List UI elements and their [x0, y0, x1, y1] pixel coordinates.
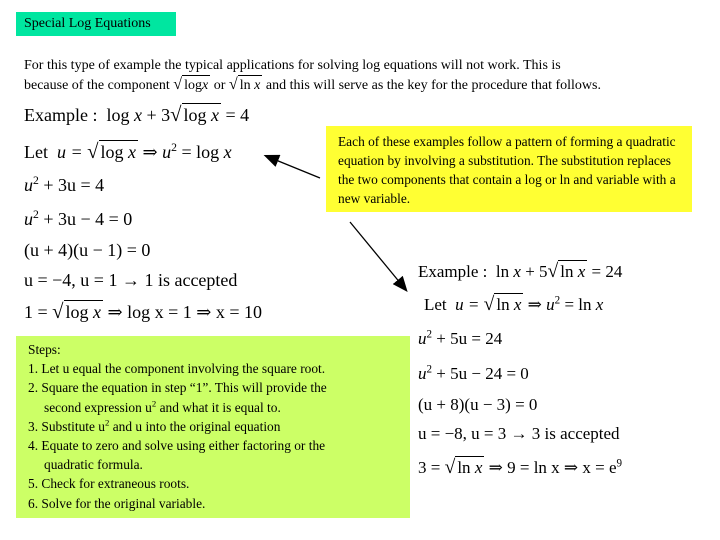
- step-4: 4. Equate to zero and solve using either factoring or the: [28, 438, 326, 454]
- step-2: 2. Square the equation in step “1”. This will provide the: [28, 380, 327, 396]
- right-example: Example : ln x + 5√ ln x = 24: [418, 261, 623, 282]
- right-step-2: $u^2 + 5u - 24 = 0$: [418, 363, 529, 383]
- step-6: 6. Solve for the original variable.: [28, 495, 206, 511]
- right-step-1: $u^2 + 5u = 24$: [418, 328, 503, 348]
- left-step-3: (u + 4)(u − 1) = 0: [24, 240, 151, 260]
- right-step-4: u = −8, u = 3 → 3 is accepted: [418, 424, 620, 443]
- left-step-2: $u^2 + 3u - 4 = 0$: [24, 208, 133, 229]
- sqrt-log-component: √ logx: [173, 76, 209, 93]
- intro-line-2: because of the component √ logx or √ ln x and this will serve as the key for the procedure that follows.: [24, 76, 601, 93]
- right-step-3: (u + 8)(u − 3) = 0: [418, 395, 538, 414]
- sqrt-ln-component: √ ln x: [228, 76, 261, 93]
- step-5: 5. Check for extraneous roots.: [28, 476, 190, 492]
- arrow-to-left-let: [266, 156, 320, 178]
- left-example: Example : log x + 3√ log x = 4: [24, 104, 250, 126]
- left-step-1: $u^2 + 3u = 4$: [24, 174, 105, 195]
- step-3: 3. Substitute $u^2$ and u into the original equation: [28, 417, 281, 434]
- right-step-5: 3 = √ ln x ⇒ 9 = ln x ⇒ $x = e^9$: [418, 457, 623, 478]
- step-2-cont: second expression $u^2$ and what it is equal to.: [44, 398, 281, 415]
- left-step-5: 1 = √ log x ⇒ log x = 1 ⇒ x = 10: [24, 301, 262, 323]
- step-4-cont: quadratic formula.: [44, 457, 143, 473]
- step-1: 1. Let u equal the component involving the square root.: [28, 361, 326, 377]
- arrow-to-right-example: [350, 222, 406, 290]
- intro-line-1: For this type of example the typical applications for solving log equations will not work. This is: [24, 58, 561, 73]
- right-let: Let u = √ ln x ⇒ $u^2 = \ln x$: [424, 294, 604, 315]
- page-title: Special Log Equations: [16, 12, 176, 36]
- left-step-4: u = −4, u = 1 → 1 is accepted: [24, 270, 238, 290]
- left-let: Let u = √ log x ⇒ $u^2 = \log x$: [24, 141, 232, 163]
- explanation-note: Each of these examples follow a pattern of forming a quadratic equation by involving a substitution. The substitution replaces the two components that contain a log or ln and variable with a new variable.: [326, 126, 692, 212]
- steps-header: Steps:: [28, 342, 61, 357]
